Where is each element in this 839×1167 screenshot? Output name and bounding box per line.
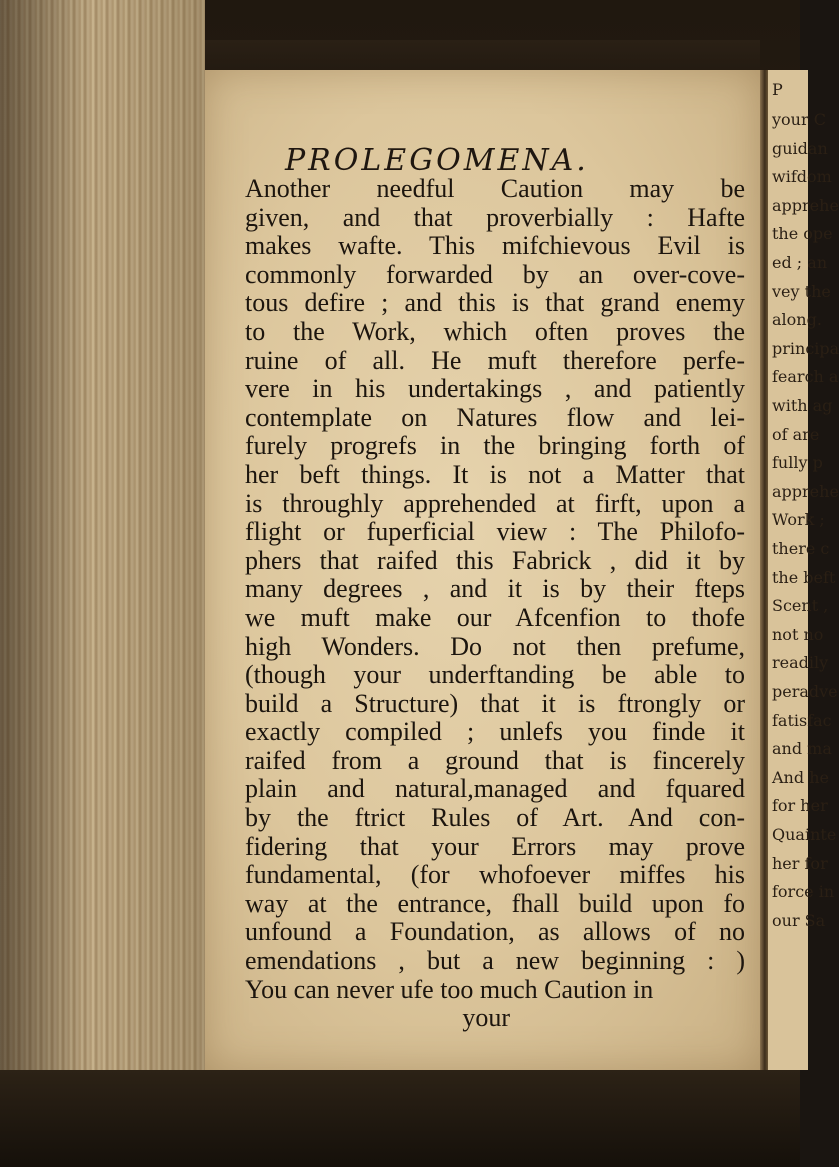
body-text bbox=[245, 175, 745, 1033]
facing-page-edge bbox=[768, 70, 839, 1070]
text-line: many degrees , and it is by their fteps bbox=[245, 574, 745, 604]
text-line: to the Work, which often proves the bbox=[245, 316, 745, 346]
text-line: furely progrefs in the bringing forth of bbox=[245, 431, 745, 461]
facing-page-fragment: And he bbox=[772, 767, 829, 787]
bottom-shadow bbox=[0, 1070, 800, 1167]
text-line: flight or fuperficial view : The Philofo- bbox=[245, 517, 745, 547]
facing-page-fragment: for her bbox=[772, 796, 828, 816]
text-line: plain and natural,managed and fquared bbox=[245, 774, 745, 804]
facing-page-fragment: Work ; bbox=[772, 510, 825, 530]
text-line: vere in his undertakings , and patiently bbox=[245, 374, 745, 404]
facing-page-fragment: the ope bbox=[772, 224, 833, 244]
facing-page-fragment: our Sa bbox=[772, 910, 826, 930]
facing-page-fragment: not no bbox=[772, 624, 824, 644]
facing-page-fragment: of are bbox=[772, 424, 820, 444]
text-line: given, and that proverbially : Hafte bbox=[245, 202, 745, 232]
facing-page-fragment: readily bbox=[772, 653, 829, 673]
text-line: fundamental, (for whofoever miffes his bbox=[245, 860, 745, 890]
facing-page-fragment: there c bbox=[772, 539, 830, 558]
facing-page-fragment: vey the bbox=[772, 281, 831, 301]
text-line: way at the entrance, fhall build upon fo bbox=[245, 888, 745, 918]
facing-page-fragment: guidan bbox=[772, 138, 828, 158]
facing-page-fragment: P bbox=[772, 80, 783, 99]
facing-page-fragment: with ag bbox=[772, 396, 833, 415]
facing-page-fragment: apprehe bbox=[772, 481, 839, 501]
text-line: phers that raifed this Fabrick , did it by bbox=[245, 545, 745, 575]
text-line: by the ftrict Rules of Art. And con- bbox=[245, 803, 745, 833]
text-line: ruine of all. He muft therefore perfe- bbox=[245, 345, 745, 375]
text-line: high Wonders. Do not then prefume, bbox=[245, 631, 745, 661]
facing-page-fragment: along. bbox=[772, 310, 822, 330]
text-line: unfound a Foundation, as allows of no bbox=[245, 917, 745, 947]
preceding-pages-edge bbox=[0, 0, 205, 1167]
text-line: makes wafte. This mifchievous Evil is bbox=[245, 231, 745, 261]
facing-page-fragment: fatisfac bbox=[772, 710, 832, 730]
facing-page-fragment: Scent , bbox=[772, 596, 829, 616]
text-line: we muft make our Afcenfion to thofe bbox=[245, 602, 745, 632]
facing-page-fragment: principa bbox=[772, 338, 839, 358]
facing-page-fragment: Quainte bbox=[772, 825, 837, 844]
text-line: commonly forwarded by an over-cove- bbox=[245, 259, 745, 289]
running-head: PROLEGOMENA. bbox=[285, 143, 589, 178]
text-line: (though your underftanding be able to bbox=[245, 660, 745, 690]
facing-page-fragment: and ma bbox=[772, 739, 832, 759]
facing-page-fragment: force in bbox=[772, 882, 835, 902]
text-line: raifed from a ground that is fincerely bbox=[245, 745, 745, 775]
facing-page-fragment: the beft bbox=[772, 567, 836, 587]
facing-page-fragment: peradve bbox=[772, 682, 838, 701]
text-line: her beft things. It is not a Matter that bbox=[245, 459, 745, 489]
text-line: exactly compiled ; unlefs you finde it bbox=[245, 717, 745, 747]
facing-page-fragment: ed ; an bbox=[772, 253, 828, 272]
facing-page-fragment: her for bbox=[772, 853, 828, 873]
catchword: your bbox=[462, 1003, 510, 1033]
text-line: is throughly apprehended at firft, upon a bbox=[245, 488, 745, 518]
facing-page-fragment: wifdom bbox=[772, 167, 832, 187]
facing-page-fragment: your C bbox=[772, 110, 826, 129]
text-line: Another needful Caution may be bbox=[245, 174, 745, 203]
facing-page-fragment: fearch a bbox=[772, 367, 839, 387]
text-line: contemplate on Natures flow and lei- bbox=[245, 402, 745, 432]
text-line: emendations , but a new beginning : ) bbox=[245, 946, 745, 976]
book-gutter bbox=[760, 70, 768, 1070]
text-line: fidering that your Errors may prove bbox=[245, 831, 745, 861]
text-line: build a Structure) that it is ftrongly or bbox=[245, 688, 745, 718]
facing-page-fragment: apprehe bbox=[772, 195, 839, 215]
facing-page-fragment: fully p bbox=[772, 453, 823, 473]
text-line: tous defire ; and this is that grand enemy bbox=[245, 288, 745, 318]
text-line: You can never ufe too much Caution in bbox=[245, 974, 654, 1004]
